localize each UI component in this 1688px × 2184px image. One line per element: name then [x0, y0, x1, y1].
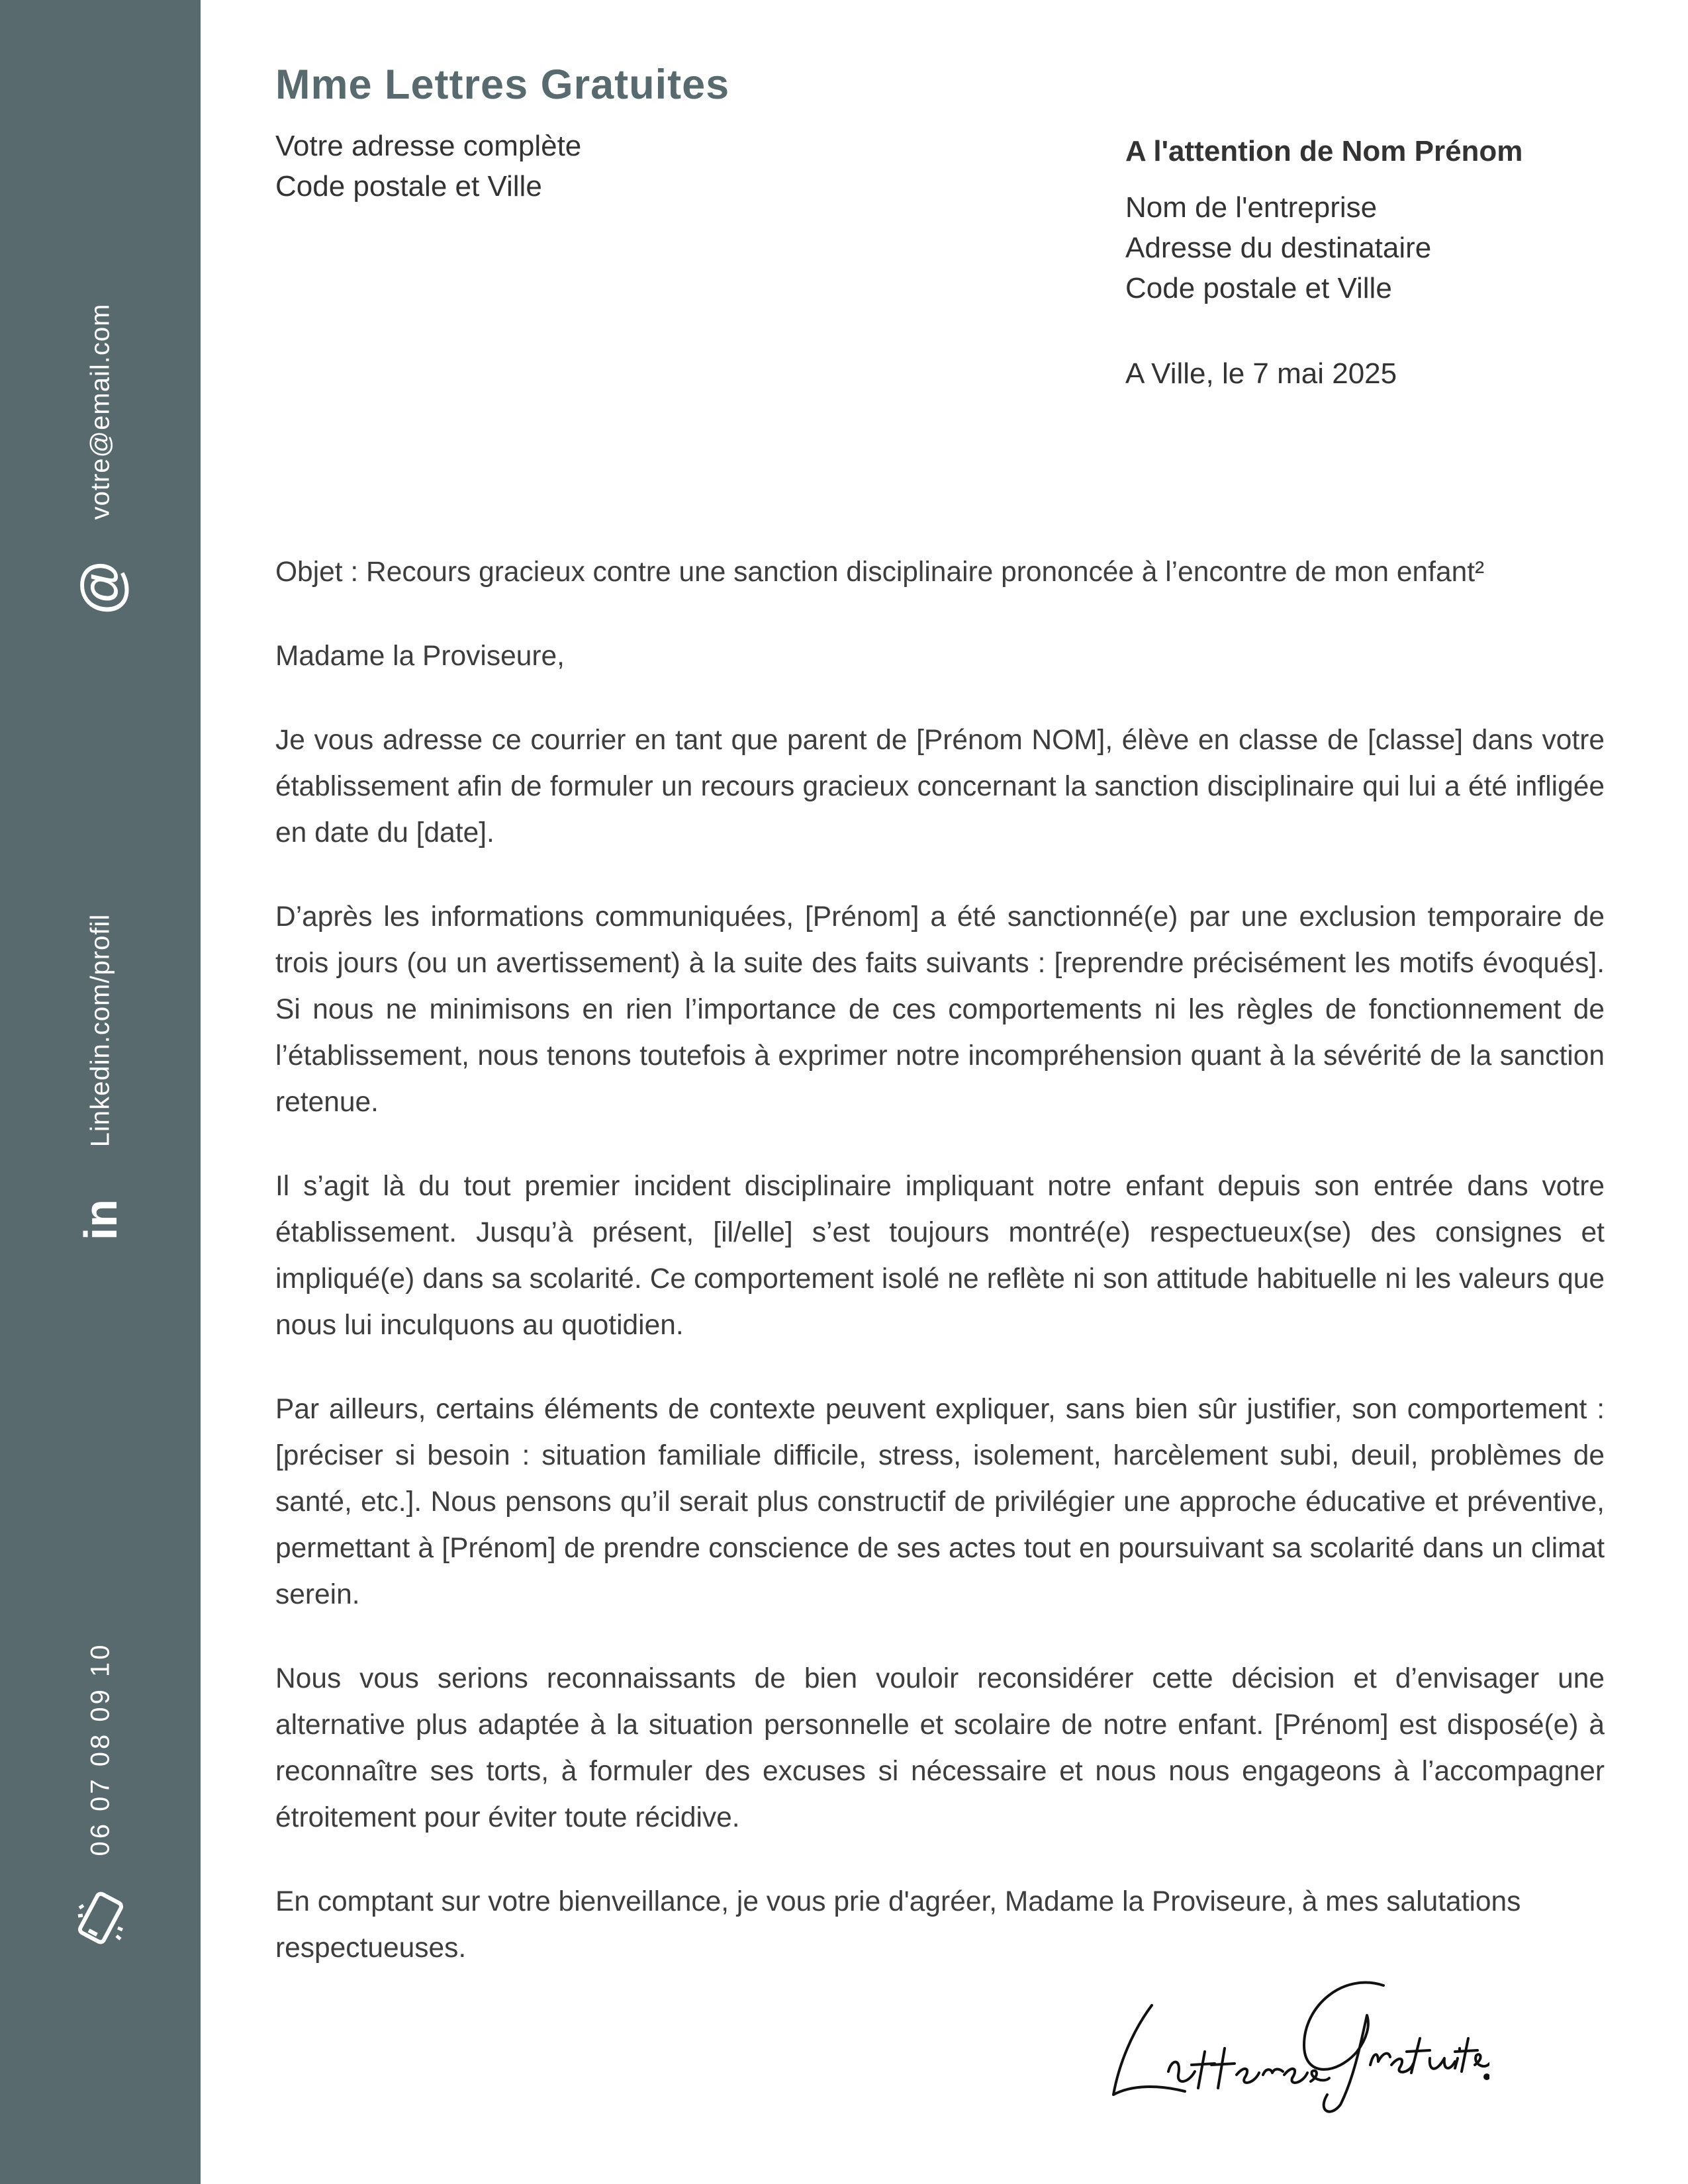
recipient-block: [1125, 131, 1523, 308]
letter-date: A Ville, le 7 mai 2025: [1125, 357, 1397, 390]
sidebar-phone: 06 07 08 09 10: [85, 1642, 115, 1856]
sidebar-email: votre@email.com: [85, 303, 115, 520]
linkedin-icon: in: [75, 1199, 126, 1241]
letter-paragraph: Il s’agit là du tout premier incident disciplinaire impliquant notre enfant depuis son entrée dans votre établissement. Jusqu’à présent, [il/elle] s’est toujours montré(e) respectueux(se) des consignes et impliqué(e) dans sa scolarité. Ce comportement isolé ne reflète ni son attitude habituelle ni les valeurs que nous lui inculquons au quotidien.: [275, 1171, 1605, 1341]
letter-paragraph: Par ailleurs, certains éléments de contexte peuvent expliquer, sans bien sûr justifier, son comportement : [préciser si besoin : situation familiale difficile, stress, isolement, harcèlement subi, deuil, problèmes de santé, etc.]. Nous pensons qu’il serait plus constructif de privilégier une approche éducative et préventive, permettant à [Prénom] de prendre conscience de ses actes tout en poursuivant sa scolarité dans un climat serein.: [275, 1394, 1605, 1610]
sender-address-line1: Votre adresse complète: [275, 130, 582, 162]
sender-address-line2: Code postale et Ville: [275, 170, 542, 203]
recipient-company: Nom de l'entreprise: [1125, 191, 1378, 224]
letter-paragraph: Nous vous serions reconnaissants de bien vouloir reconsidérer cette décision et d’envisager une alternative plus adaptée à la situation personnelle et scolaire de notre enfant. [Prénom] est disposé(e) à reconnaître ses torts, à formuler des excuses si nécessaire et nous nous engageons à l’accompagner étroitement pour éviter toute récidive.: [275, 1663, 1605, 1833]
sidebar-linkedin: Linkedin.com/profil: [85, 913, 115, 1148]
sender-name: Mme Lettres Gratuites: [275, 62, 730, 108]
signature-image: [1105, 1959, 1489, 2118]
letter-closing: En comptant sur votre bienveillance, je vous prie d'agréer, Madame la Proviseure, à mes salutations respectueuses.: [275, 1886, 1521, 1964]
sidebar: [0, 0, 201, 2184]
letter-body: [275, 549, 1605, 2009]
at-icon: @: [70, 561, 132, 615]
letter-paragraph: Je vous adresse ce courrier en tant que parent de [Prénom NOM], élève en classe de [classe] dans votre établissement afin de formuler un recours gracieux concernant la sanction disciplinaire qui lui a été infligée en date du [date].: [275, 725, 1605, 848]
letter-paragraph: D’après les informations communiquées, [Prénom] a été sanctionné(e) par une exclusion temporaire de trois jours (ou un avertissement) à la suite des faits suivants : [reprendre précisément les motifs évoqués]. Si nous ne minimisons en rien l’importance de ces comportements ni les règles de fonctionnement de l’établissement, nous tenons toutefois à exprimer notre incompréhension quant à la sévérité de la sanction retenue.: [275, 901, 1605, 1118]
recipient-address: Adresse du destinataire: [1125, 232, 1432, 264]
phone-icon: [74, 1888, 127, 1950]
recipient-city: Code postale et Ville: [1125, 272, 1392, 304]
recipient-attention: A l'attention de Nom Prénom: [1125, 135, 1523, 167]
letter-subject: Objet : Recours gracieux contre une sanction disciplinaire prononcée à l’encontre de mon enfant²: [275, 557, 1485, 588]
sender-address: [275, 126, 581, 206]
letter-salutation: Madame la Proviseure,: [275, 641, 565, 672]
